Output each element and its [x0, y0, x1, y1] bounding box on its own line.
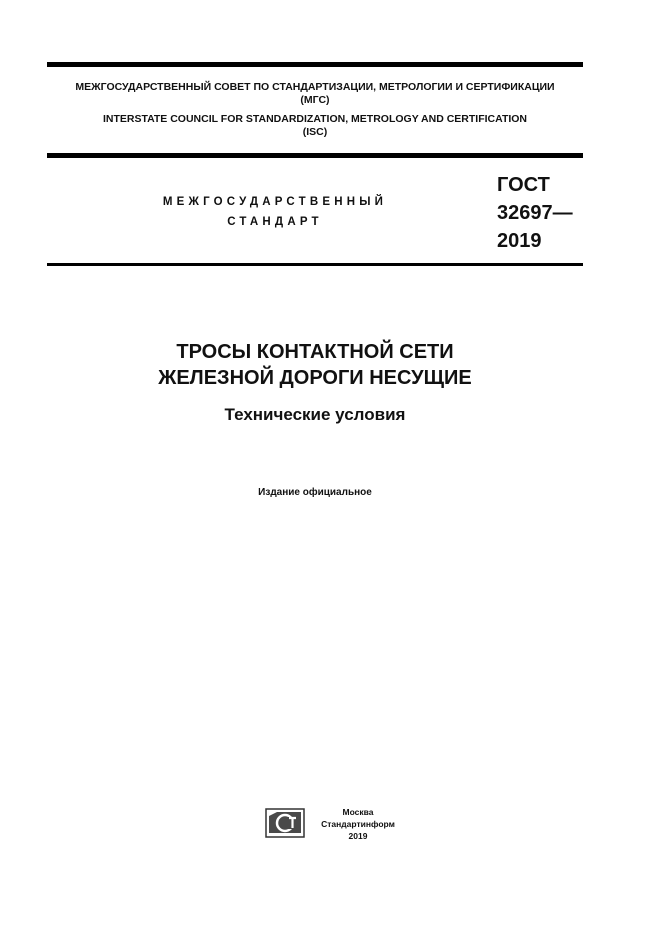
council-ru-line2: (МГС) [300, 94, 330, 106]
gost-code-line3: 2019 [497, 230, 542, 252]
council-name-en [47, 113, 583, 139]
middle-rule [47, 153, 583, 158]
document-title-line2: ЖЕЛЕЗНОЙ ДОРОГИ НЕСУЩИЕ [158, 367, 472, 389]
standard-label-line1: МЕЖГОСУДАРСТВЕННЫЙ [162, 196, 388, 208]
standard-label [110, 192, 440, 232]
council-ru-line1: МЕЖГОСУДАРСТВЕННЫЙ СОВЕТ ПО СТАНДАРТИЗАЦИИ, МЕТРОЛОГИИ И СЕРТИФИКАЦИИ [75, 81, 555, 93]
gost-code-line2: 32697— [497, 202, 573, 224]
council-en-line1: INTERSTATE COUNCIL FOR STANDARDIZATION, METROLOGY AND CERTIFICATION [102, 113, 528, 125]
publisher-city: Москва [342, 807, 374, 817]
council-name-ru [47, 81, 583, 107]
bottom-rule [47, 263, 583, 266]
standartinform-logo-icon [265, 808, 305, 838]
publisher-year: 2019 [348, 831, 368, 841]
top-rule [47, 62, 583, 67]
standard-label-line2: СТАНДАРТ [227, 216, 323, 228]
gost-code-line1: ГОСТ [497, 174, 550, 196]
council-en-line2: (ISC) [302, 126, 328, 138]
publisher-name: Стандартинформ [321, 819, 395, 829]
edition-label: Издание официальное [258, 487, 372, 498]
document-title [47, 339, 583, 391]
gost-code [497, 171, 573, 255]
document-title-line1: ТРОСЫ КОНТАКТНОЙ СЕТИ [176, 341, 454, 363]
publisher-info [312, 806, 404, 842]
document-subtitle: Технические условия [224, 405, 406, 424]
